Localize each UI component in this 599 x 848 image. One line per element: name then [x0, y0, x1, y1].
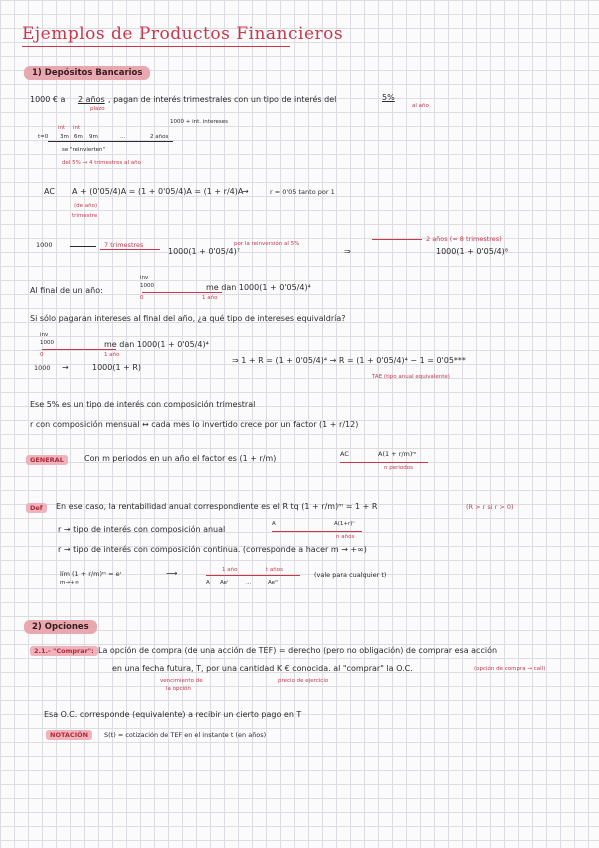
timeline-label: 1000 + int. intereses [170, 119, 228, 125]
final-ano-label: Al final de un año: [30, 286, 103, 295]
limit-tanos: t años [266, 567, 283, 573]
timeline-note: del 5% → 4 trimestres al año [62, 160, 141, 166]
limit-Aert: Aeʳᵗ [268, 580, 279, 586]
def-note: (R > r si r > 0) [466, 503, 514, 511]
timeline-int2: int [73, 125, 81, 131]
ac-arrow: → [242, 187, 249, 196]
timeline-3m: 3m [60, 134, 69, 140]
row3-1000: 1000 [36, 241, 53, 249]
general-formula: A(1 + r/m)ᵐ [378, 450, 417, 458]
anual-n: n años [336, 534, 355, 540]
final-ano-1ano: 1 año [202, 295, 218, 301]
row3-arrow-line [70, 246, 96, 247]
question-text: Si sólo pagaran intereses al final del año, ¿a qué tipo de intereses equivaldría? [30, 314, 346, 323]
ac-formula: A + (0'05/4)A = (1 + 0'05/4)A = (1 + r/4)A [72, 187, 244, 196]
row3-axis [100, 249, 160, 250]
question-equation: ⇒ 1 + R = (1 + 0'05/4)⁴ → R = (1 + 0'05/4)⁴ − 1 = 0'05*** [232, 356, 466, 365]
def-text: En ese caso, la rentabilidad anual correspondiente es el R tq (1 + r/m)ᵐ = 1 + R [56, 502, 378, 511]
timeline-reinvierten: se "reinvierten" [62, 147, 106, 153]
timeline-t0: t=0 [38, 134, 49, 140]
limit-Ae: Aeʳ [220, 580, 229, 586]
row3-formula: 1000(1 + 0'05/4)⁷ [168, 247, 240, 256]
anual-axis [272, 531, 362, 532]
ac-note-ano: (de año) [74, 203, 98, 209]
final-ano-inv: inv [140, 275, 149, 281]
question-1ano: 1 año [104, 352, 120, 358]
intro-text-a: 1000 € a [30, 95, 66, 104]
limit-sub: m→+∞ [60, 580, 80, 586]
anual-formula: A(1+r)ⁿ [334, 521, 355, 527]
question-0: 0 [40, 352, 44, 358]
intro-text-term: 2 años [78, 95, 105, 104]
vencimiento-note1: vencimiento de [160, 678, 203, 684]
comprar-line2: en una fecha futura, T, por una cantidad K € conocida. al "comprar" la O.C. [112, 664, 413, 673]
comprar-line1: La opción de compra (de una acción de TEF) = derecho (pero no obligación) de comprar esa acción [98, 646, 498, 655]
comprar-tag: 2.1.- "Comprar": [30, 646, 98, 656]
timeline-9m: 9m [89, 134, 98, 140]
anual-a: A [272, 521, 276, 527]
general-n: n periodos [384, 465, 413, 471]
general-axis [340, 462, 428, 463]
r-mensual-text: r con composición mensual ↔ cada mes lo invertido crece por un factor (1 + r/12) [30, 420, 359, 429]
limit-1ano: 1 año [222, 567, 238, 573]
al-ano-note: al año [412, 103, 429, 109]
ese-text: Ese 5% es un tipo de interés con composición trimestral [30, 400, 256, 409]
general-ac: AC [340, 450, 349, 458]
final-ano-dan: me dan 1000(1 + 0'05/4)⁴ [206, 283, 311, 292]
row3-formula2: 1000(1 + 0'05/4)⁸ [436, 247, 508, 256]
limit-dots: ... [246, 580, 252, 586]
intro-rate: 5% [382, 93, 395, 102]
intro-text-c: , pagan de interés trimestrales con un tipo de interés del [108, 95, 337, 104]
notacion-text: S(t) = cotización de TEF en el instante t (en años) [104, 731, 267, 739]
title-underline [22, 46, 290, 47]
question-1000: 1000 [40, 340, 54, 346]
question-dan: me dan 1000(1 + 0'05/4)⁴ [104, 340, 209, 349]
row3-7trim: 7 trimestres [104, 241, 144, 249]
final-ano-0: 0 [140, 295, 144, 301]
row3-note: por la reinversión al 5% [234, 241, 300, 247]
timeline-dots: ... [120, 134, 126, 140]
limit-text: lím (1 + r/m)ᵐ = eʳ [60, 570, 122, 578]
tae-note: TAE (tipo anual equivalente) [372, 374, 450, 380]
timeline-int1: int [58, 125, 66, 131]
continua-text: r → tipo de interés con composición continua. (corresponde a hacer m → +∞) [58, 545, 367, 554]
question-1000b: 1000 [34, 364, 51, 372]
section-heading-depositos: 1) Depósitos Bancarios [24, 66, 150, 80]
general-tag: GENERAL [26, 455, 68, 465]
row3-arrow: ⇒ [344, 247, 351, 256]
timeline-6m: 6m [74, 134, 83, 140]
notacion-tag: NOTACIÓN [46, 730, 92, 740]
def-tag: Def [26, 503, 47, 513]
precio-note: precio de ejercicio [278, 678, 329, 684]
limit-A: A [206, 580, 210, 586]
general-text: Con m periodos en un año el factor es (1 + r/m) [84, 454, 277, 463]
row3-axis2 [372, 239, 422, 240]
ac-r-value: r = 0'05 tanto por 1 [270, 188, 335, 196]
limit-valid: (vale para cualquier t) [314, 571, 387, 579]
limit-axis [206, 575, 300, 576]
section-heading-opciones: 2) Opciones [24, 620, 97, 634]
limit-arrow: ⟶ [166, 569, 178, 578]
plazo-note: plazo [90, 106, 105, 112]
timeline-axis [48, 141, 173, 142]
question-arrow: → [62, 363, 69, 372]
timeline-2anos: 2 años [150, 134, 169, 140]
question-1000R: 1000(1 + R) [92, 363, 142, 372]
final-ano-1000: 1000 [140, 283, 154, 289]
ac-label: AC [44, 187, 55, 196]
vencimiento-note2: la opción [166, 686, 191, 692]
anual-text: r → tipo de interés con composición anual [58, 525, 226, 534]
ac-note-trimestre: trimestre [72, 213, 98, 219]
row3-8trim: 2 años (= 8 trimestres) [426, 235, 502, 243]
page-title: Ejemplos de Productos Financieros [22, 24, 344, 44]
esa-text: Esa O.C. corresponde (equivalente) a recibir un cierto pago en T [44, 710, 302, 719]
question-inv: inv [40, 332, 49, 338]
comprar-call-note: (opción de compra → call) [474, 666, 546, 672]
